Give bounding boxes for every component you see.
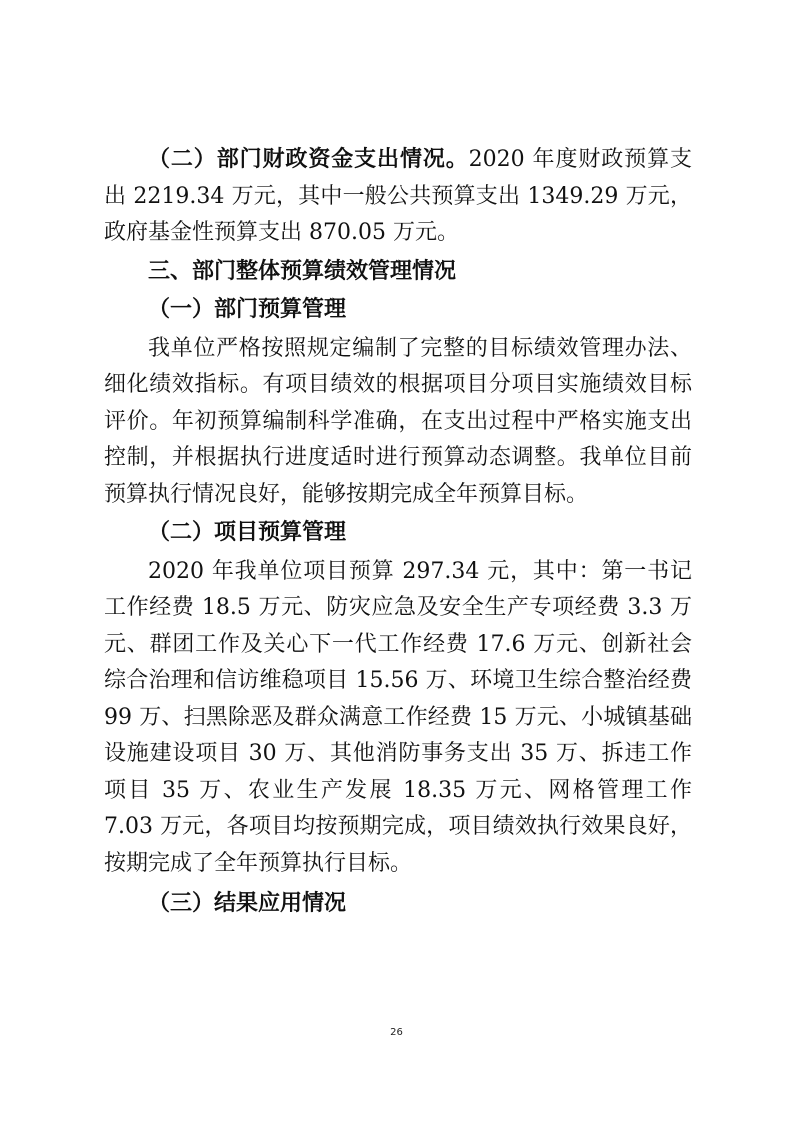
fiscal-expenditure-text: 2020 年度财政预算支出 2219.34 万元，其中一般公共预算支出 1349.29 万元，政府基金性预算支出 870.05 万元。 — [104, 147, 692, 245]
page-number: 26 — [390, 1027, 403, 1038]
document-body — [104, 142, 692, 923]
subsection-2-title: （二）项目预算管理 — [148, 520, 347, 545]
subsection-3-title: （三）结果应用情况 — [148, 891, 347, 916]
fiscal-expenditure-heading: （二）部门财政资金支出情况。 — [148, 147, 469, 172]
paragraph-department-budget: 我单位严格按照规定编制了完整的目标绩效管理办法、细化绩效指标。有项目绩效的根据项目分项目实施绩效目标评价。年初预算编制科学准确，在支出过程中严格实施支出控制，并根据执行进度适时进行预算动态调整。我单位目前预算执行情况良好，能够按期完成全年预算目标。 — [104, 335, 692, 507]
paragraph-fiscal-expenditure — [104, 142, 692, 252]
paragraph-project-budget: 2020 年我单位项目预算 297.34 元，其中：第一书记工作经费 18.5 万元、防灾应急及安全生产专项经费 3.3 万元、群团工作及关心下一代工作经费 17.6 万元、创新社会综合治理和信访维稳项目 15.56 万、环境卫生综合整治经费 99 万、扫黑除恶及群众满意工作经费 15 万元、小城镇基础设施建设项目 30 万、其他消防事务支出 35 万、拆违工作项目 35 万、农业生产发展 18.35 万元、网格管理工作 7.03 万元，各项目均按预期完成，项目绩效执行效果良好，按期完成了全年预算执行目标。 — [104, 558, 692, 876]
subsection-1-title: （一）部门预算管理 — [148, 297, 347, 322]
section-3-title: 三、部门整体预算绩效管理情况 — [148, 258, 457, 284]
